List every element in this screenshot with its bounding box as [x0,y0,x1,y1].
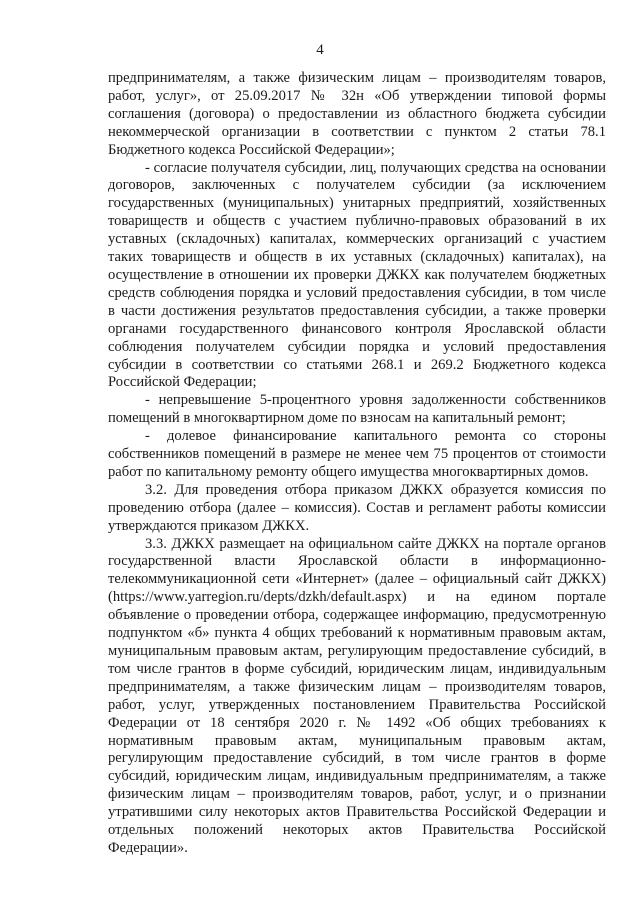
paragraph-cofinancing-item: - долевое финансирование капитального ремонта со стороны собственников помещений в размере не менее чем 75 процентов от стоимости работ по капитальному ремонту общего имущества многоквартирных домов. [108,428,606,480]
paragraph-3-2: 3.2. Для проведения отбора приказом ДЖКХ образуется комиссия по проведению отбора (далее – комиссия). Состав и регламент работы комиссии утверждаются приказом ДЖКХ. [108,481,606,534]
paragraph-continuation: предпринимателям, а также физическим лицам – производителям товаров, работ, услуг», от 25.09.2017 № 32н «Об утверждении типовой формы соглашения (договора) о предоставлении из областного бюджета субсидии некоммерческой организации в соответствии с пунктом 2 статьи 78.1 Бюджетного кодекса Российской Федерации»; [108,70,606,158]
paragraph-consent-item: - согласие получателя субсидии, лиц, получающих средства на основании договоров, заключенных с получателем субсидии (за исключением государственных (муниципальных) унитарных предприятий, хозяйственных товариществ и обществ с участием публично-правовых образований в их уставных (складочных) капиталах, коммерческих организаций с участием таких товариществ и обществ в их уставных (складочных) капиталах), на осуществление в отношении их проверки ДЖКХ как получателем бюджетных средств соблюдения порядка и условий предоставления субсидии, в том числе в части достижения результатов предоставления субсидии, а также проверки органами государственного финансового контроля Ярославской области соблюдения получателем субсидии порядка и условий предоставления субсидии в соответствии со статьями 268.1 и 269.2 Бюджетного кодекса Российской Федерации; [108,159,606,391]
page-number: 4 [316,42,324,58]
paragraph-debt-item: - непревышение 5-процентного уровня задолженности собственников помещений в многоквартирном доме по взносам на капитальный ремонт; [108,392,606,427]
document-body [108,70,606,858]
paragraph-3-3: 3.3. ДЖКХ размещает на официальном сайте ДЖКХ на портале органов государственной власти Ярославской области в информационно-телекоммуникационной сети «Интернет» (далее – официальный сайт ДЖКХ) (https://www.yarregion.ru/depts/dzkh/default.aspx) и на едином портале объявление о проведении отбора, содержащее информацию, предусмотренную подпунктом «б» пункта 4 общих требований к нормативным правовым актам, муниципальным правовым актам, регулирующим предоставление субсидий, в том числе грантов в форме субсидий, юридическим лицам, индивидуальным предпринимателям, а также физическим лицам – производителям товаров, работ, услуг, утвержденных постановлением Правительства Российской Федерации от 18 сентября 2020 г. № 1492 «Об общих требованиях к нормативным правовым актам, муниципальным правовым актам, регулирующим предоставление субсидий, в том числе грантов в форме субсидий, юридическим лицам, индивидуальным предпринимателям, а также физическим лицам – производителям товаров, работ, услуг, и о признании утратившими силу некоторых актов Правительства Российской Федерации и отдельных положений некоторых актов Правительства Российской Федерации». [108,535,606,856]
